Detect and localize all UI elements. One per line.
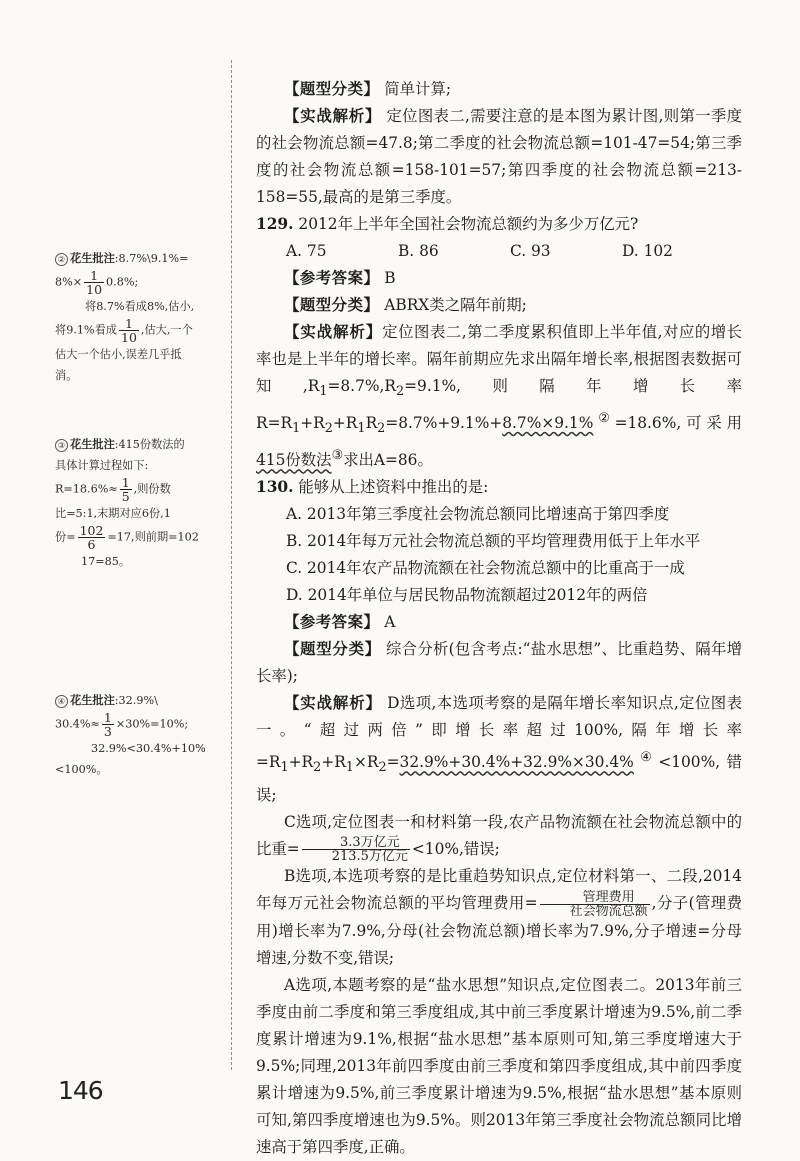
analysis-text: 求出A=86。	[343, 451, 433, 470]
note-line: 30.4%≈	[55, 717, 100, 731]
analysis-text: =8.7%+9.1%+	[385, 414, 503, 433]
note-line: 8%×	[55, 275, 83, 289]
analysis-text: <10%,错误;	[411, 839, 500, 858]
fraction	[78, 524, 106, 551]
type-paragraph	[256, 76, 742, 103]
underlined-text: 32.9%+30.4%+32.9%×30.4%	[399, 753, 634, 772]
note-mark: ④	[55, 695, 68, 708]
frac-den: 213.5万亿元	[331, 849, 408, 865]
fraction	[302, 836, 410, 863]
analysis-text: <100%,错误;	[256, 753, 742, 804]
frac-num: 1	[103, 710, 112, 725]
note-line: 估大一个估小,误差几乎抵	[55, 348, 182, 361]
subscript: 2	[395, 384, 405, 400]
fraction	[119, 317, 139, 344]
note-line: :8.7%\9.1%=	[114, 252, 189, 265]
note-line: ,估大,一个	[140, 323, 193, 337]
note-line: 17=85。	[81, 555, 131, 568]
note-line: 将9.1%看成	[55, 323, 117, 337]
fraction	[540, 891, 650, 918]
type-text: 综合分析(包含考点:“盐水思想”、比重趋势、隔年增长率);	[256, 640, 742, 686]
note-line: =17,则前期=102	[107, 530, 199, 544]
question-text: 能够从上述资料中推出的是:	[298, 478, 489, 497]
subscript: 2	[377, 421, 386, 437]
fraction	[84, 269, 104, 296]
frac-den: 10	[86, 282, 103, 297]
subscript: 2	[313, 760, 322, 776]
subscript: 1	[292, 421, 301, 437]
analysis-text: +R	[300, 414, 325, 433]
label-answer: 【参考答案】	[284, 613, 380, 632]
label-answer: 【参考答案】	[284, 269, 380, 287]
analysis-text: ×R	[353, 753, 379, 772]
option-d: D. 2014年单位与居民物品物流额超过2012年的两倍	[286, 586, 648, 605]
question-number: 130.	[256, 478, 294, 497]
subscript: 1	[345, 760, 354, 776]
analysis-text: D选项,本选项考察的是隔年增长率知识点,定位图表一。“超过两倍”即增长率超过100%,隔年增长率=R	[256, 694, 742, 772]
note-line: :415份数法的	[114, 438, 185, 451]
note-line: :32.9%\	[114, 694, 158, 707]
page-number: 146	[58, 1076, 103, 1105]
frac-den: 6	[87, 537, 96, 552]
analysis-text: B选项,本选项考察的是比重趋势知识点,定位材料第一、二段,2014年每万元社会物流总额的平均管理费用=	[256, 867, 742, 913]
analysis-130-a: A选项,本题考察的是“盐水思想”知识点,定位图表二。2013年前三季度由前二季度和第三季度组成,其中前三季度累计增速为9.5%,前二季度累计增速为9.1%,根据“盐水思想”基本原则可知,第三季度增速大于9.5%;同理,2013年前四季度由前三季度和第四季度组成,其中前四季度累计增速为9.5%,前三季度累计增速为9.5%,根据“盐水思想”基本原则可知,第四季度增速也为9.5%。则2013年第三季度社会物流总额同比增速高于第四季度,正确。	[256, 975, 742, 1156]
answer-129	[256, 265, 742, 292]
frac-den: 3	[103, 724, 112, 739]
analysis-text: +R	[332, 414, 358, 433]
analysis-text: ,分子(管理费用)增长率为7.9%,分母(社会物流总额)增长率为7.9%,分子增速=分母增速,分数不变,错误;	[256, 894, 742, 967]
frac-den: 10	[121, 330, 137, 345]
analysis-text: =9.1%,则隔年增长率R=R	[256, 377, 742, 433]
note-line: 0.8%;	[106, 275, 139, 289]
analysis-130-b	[256, 863, 742, 972]
frac-num: 3.3万亿元	[302, 836, 410, 850]
note-line: 32.9%<30.4%+10%	[91, 742, 206, 755]
options-129	[256, 238, 742, 265]
analysis-text: =	[386, 753, 400, 772]
note-line: R=18.6%≈	[55, 482, 118, 496]
note-mark: ②	[55, 253, 68, 266]
label-analysis: 【实战解析】	[284, 107, 382, 125]
fraction	[102, 711, 114, 738]
note-ref: ③	[331, 448, 344, 464]
note-ref: ②	[593, 411, 615, 427]
subscript: 1	[357, 421, 366, 437]
analysis-paragraph	[256, 103, 742, 211]
side-note-3	[55, 434, 233, 572]
frac-den: 社会物流总额	[569, 903, 648, 919]
note-line: 消。	[55, 369, 78, 382]
analysis-130-d	[256, 690, 742, 808]
type-text: ABRX类之隔年前期;	[384, 296, 527, 314]
analysis-text: 定位图表二,需要注意的是本图为累计图,则第一季度的社会物流总额=47.8;第二季度的社会物流总额=101-47=54;第三季度的社会物流总额=158-101=57;第四季度的社会物流总额=213-158=55,最高的是第三季度。	[256, 107, 742, 206]
question-129	[256, 211, 742, 238]
option-a: A. 75	[286, 242, 327, 260]
note-mark: ③	[55, 439, 68, 452]
type-130	[256, 636, 742, 690]
frac-num: 管理费用	[540, 891, 650, 905]
question-text: 2012年上半年全国社会物流总额约为多少万亿元?	[298, 215, 639, 233]
label-analysis: 【实战解析】	[284, 694, 382, 713]
analysis-text: R	[365, 414, 378, 433]
analysis-text: +R	[288, 753, 314, 772]
option-c: C. 93	[510, 242, 551, 260]
answer-130	[256, 609, 742, 636]
type-text: 简单计算;	[384, 80, 452, 98]
frac-den: 5	[121, 489, 130, 504]
note-line: ×30%=10%;	[115, 717, 189, 731]
label-type: 【题型分类】	[284, 296, 380, 314]
label-analysis: 【实战解析】	[284, 323, 383, 341]
type-129	[256, 292, 742, 319]
frac-num: 1	[121, 475, 130, 490]
frac-num: 1	[119, 317, 139, 331]
analysis-text: 定位图表二,第二季度累积值即上半年值,对应的增长率也是上半年的增长率。隔年前期应先求出隔年增长率,根据图表数据可知,R	[256, 323, 742, 395]
subscript: 1	[319, 384, 328, 400]
underlined-text: 415份数法	[256, 451, 332, 470]
note-tag: 花生批注	[70, 251, 115, 265]
note-line: 具体计算过程如下:	[55, 459, 149, 472]
analysis-130-c	[256, 809, 742, 864]
side-note-4	[55, 690, 233, 780]
question-130	[256, 474, 742, 501]
answer-text: B	[384, 269, 396, 287]
note-tag: 花生批注	[70, 437, 115, 451]
analysis-text: =18.6%,可采用	[614, 414, 742, 433]
option-b: B. 2014年每万元社会物流总额的平均管理费用低于上年水平	[286, 532, 701, 551]
analysis-text: =8.7%,R	[327, 377, 396, 395]
option-b: B. 86	[398, 242, 439, 260]
note-line: 比=5:1,末期对应6份,1	[55, 507, 171, 520]
main-column	[256, 76, 742, 1161]
label-type: 【题型分类】	[284, 80, 380, 98]
analysis-text: C选项,定位图表一和材料第一段,农产品物流额在社会物流总额中的比重=	[256, 812, 742, 858]
note-line: 份=	[55, 530, 76, 544]
note-line: 将8.7%看成8%,估小,	[85, 300, 195, 313]
subscript: 1	[280, 760, 289, 776]
subscript: 2	[324, 421, 333, 437]
analysis-129	[256, 319, 742, 474]
subscript: 2	[378, 760, 387, 776]
frac-num: 1	[84, 269, 104, 283]
option-a: A. 2013年第三季度社会物流总额同比增速高于第四季度	[286, 505, 670, 524]
question-number: 129.	[256, 215, 294, 233]
frac-num: 102	[79, 523, 104, 538]
answer-text: A	[384, 613, 396, 632]
underlined-text: 8.7%×9.1%	[502, 414, 594, 433]
note-ref: ④	[633, 750, 659, 766]
option-d: D. 102	[622, 242, 673, 260]
note-tag: 花生批注	[70, 693, 115, 707]
side-note-2	[55, 248, 233, 386]
fraction	[120, 476, 132, 503]
note-line: <100%。	[55, 763, 108, 776]
note-line: ,则份数	[133, 482, 171, 496]
analysis-text: +R	[321, 753, 346, 772]
label-type: 【题型分类】	[284, 640, 381, 659]
option-c: C. 2014年农产品物流额在社会物流总额中的比重高于一成	[286, 559, 685, 578]
